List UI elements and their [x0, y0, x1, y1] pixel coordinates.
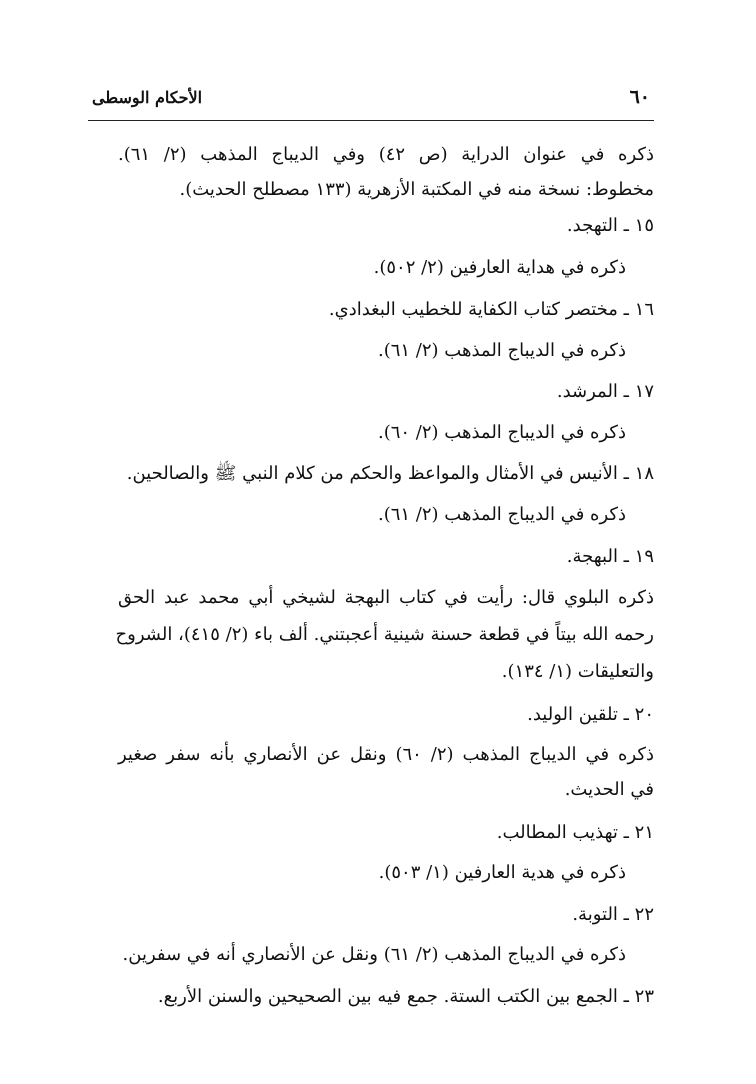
running-title: الأحكام الوسطى — [92, 88, 203, 107]
text-line: في الحديث. — [564, 779, 654, 800]
text-line: ذكره في الديباج المذهب (٢/ ٦٠) ونقل عن الأنصاري بأنه سفر صغير — [118, 744, 654, 765]
page-number: ٦٠ — [629, 86, 650, 108]
header-divider — [88, 120, 654, 121]
entry-heading: ١٨ ـ الأنيس في الأمثال والمواعظ والحكم من كلام النبي ﷺ والصالحين. — [126, 463, 654, 484]
text-line: مخطوط: نسخة منه في المكتبة الأزهرية (١٣٣ مصطلح الحديث). — [179, 179, 654, 200]
entry-heading: ١٥ ـ التهجد. — [566, 215, 654, 236]
text-line: ذكره في الديباج المذهب (٢/ ٦٠). — [377, 422, 626, 443]
page-header — [88, 82, 654, 118]
entry-heading: ١٦ ـ مختصر كتاب الكفاية للخطيب البغدادي. — [328, 299, 654, 320]
entry-heading: ٢٣ ـ الجمع بين الكتب الستة. جمع فيه بين الصحيحين والسنن الأربع. — [157, 986, 654, 1007]
entry-heading: ٢١ ـ تهذيب المطالب. — [496, 822, 654, 843]
text-line: والتعليقات (١/ ١٣٤). — [501, 661, 654, 682]
text-line: ذكره في الديباج المذهب (٢/ ٦١). — [377, 504, 626, 525]
text-line: رحمه الله بيتاً في قطعة حسنة شينية أعجبتني. ألف باء (٢/ ٤١٥)، الشروح — [115, 624, 654, 645]
entry-heading: ٢٢ ـ التوبة. — [572, 904, 654, 925]
text-line: ذكره في هدية العارفين (١/ ٥٠٣). — [378, 862, 626, 883]
entry-heading: ١٧ ـ المرشد. — [556, 381, 654, 402]
text-line: ذكره البلوي قال: رأيت في كتاب البهجة لشيخي أبي محمد عبد الحق — [118, 587, 654, 608]
entry-heading: ٢٠ ـ تلقين الوليد. — [527, 704, 654, 725]
text-line: ذكره في الديباج المذهب (٢/ ٦١) ونقل عن الأنصاري أنه في سفرين. — [122, 944, 626, 965]
text-line: ذكره في عنوان الدراية (ص ٤٢) وفي الديباج المذهب (٢/ ٦١). — [118, 144, 654, 165]
text-line: ذكره في هداية العارفين (٢/ ٥٠٢). — [373, 257, 626, 278]
text-line: ذكره في الديباج المذهب (٢/ ٦١). — [377, 340, 626, 361]
entry-heading: ١٩ ـ البهجة. — [566, 546, 654, 567]
